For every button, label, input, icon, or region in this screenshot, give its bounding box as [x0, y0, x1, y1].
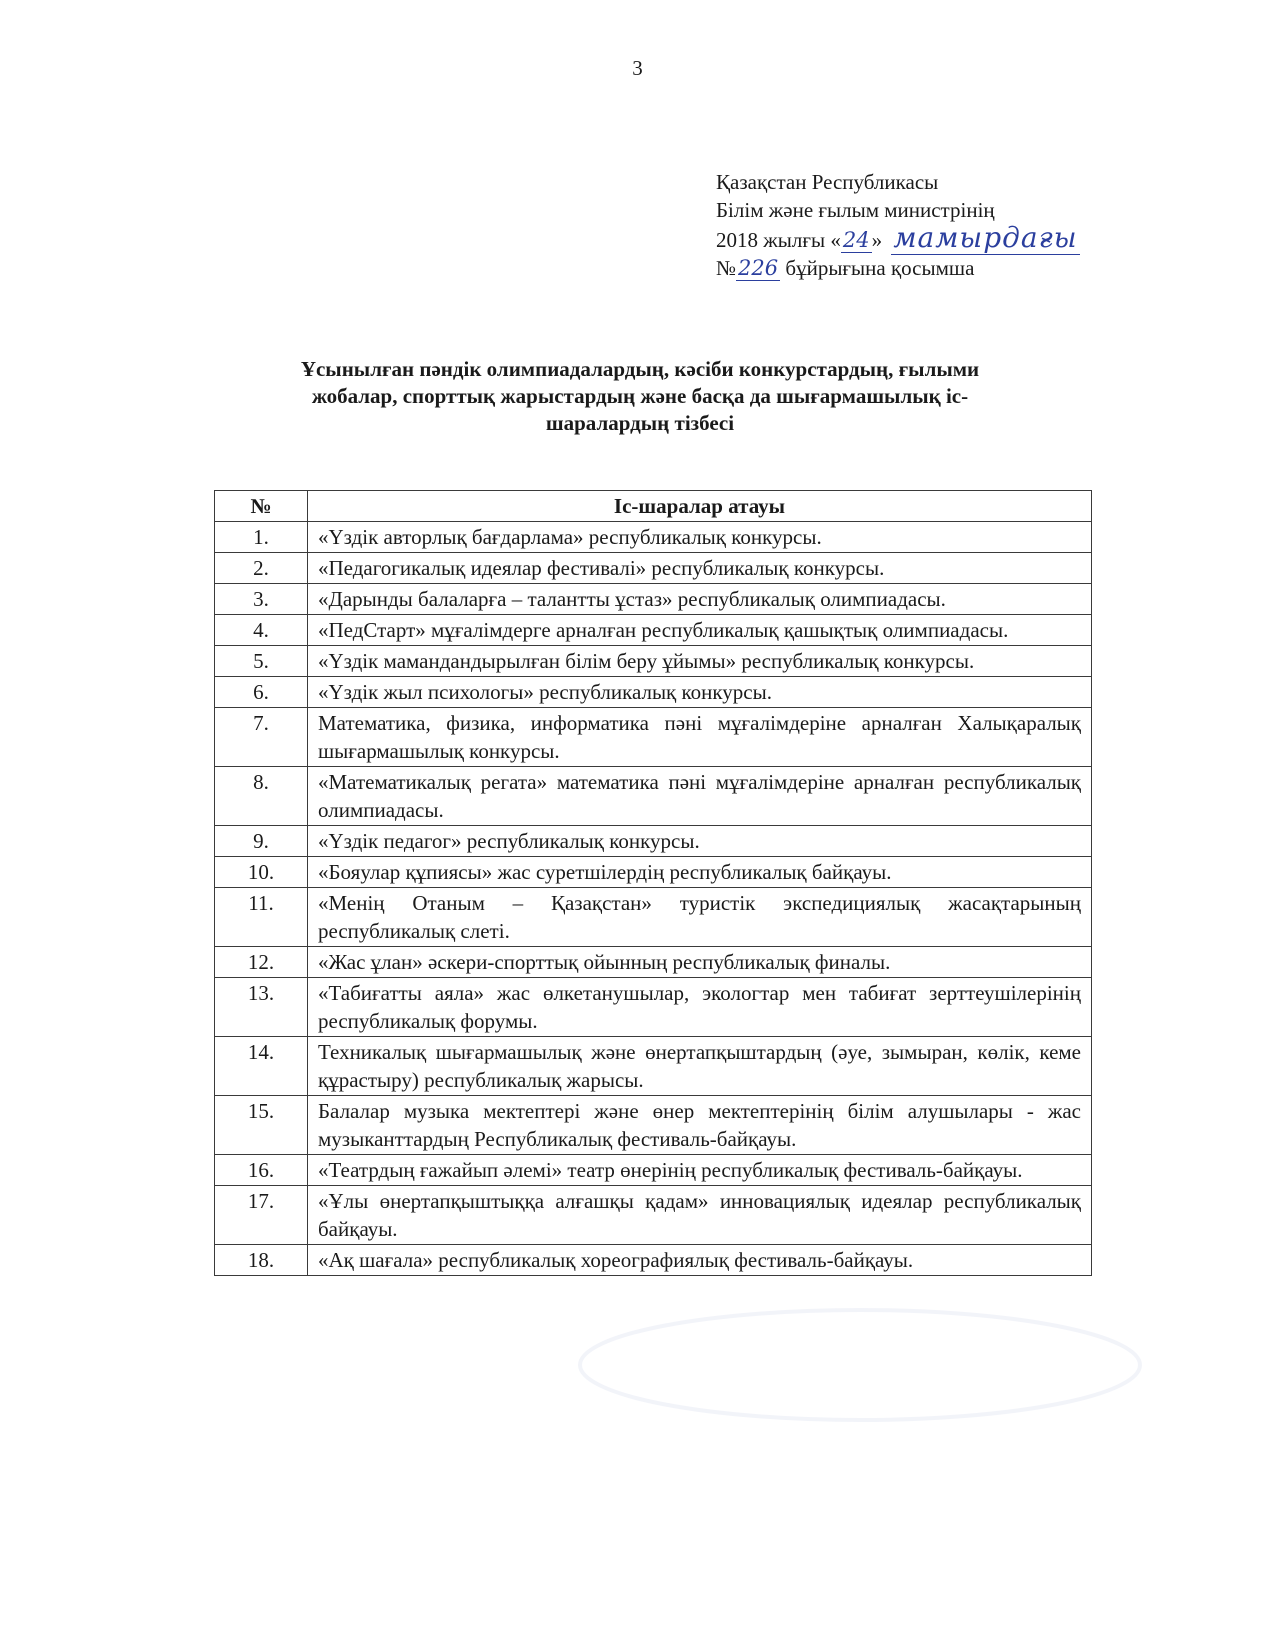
page-number: 3 — [632, 56, 643, 80]
row-number: 13. — [215, 978, 308, 1037]
row-event-name: «Табиғатты аяла» жас өлкетанушылар, экологтар мен табиғат зерттеушілерінің республикалық форумы. — [308, 978, 1092, 1037]
row-event-name: «Математикалық регата» математика пәні мұғалімдеріне арналған республикалық олимпиадасы. — [308, 767, 1092, 826]
row-number: 11. — [215, 888, 308, 947]
table-row — [215, 615, 1092, 646]
row-event-name: Техникалық шығармашылық және өнертапқыштардың (әуе, зымыран, көлік, кеме құрастыру) республикалық жарысы. — [308, 1037, 1092, 1096]
approval-date-prefix: 2018 жылғы « — [716, 228, 841, 252]
row-number: 9. — [215, 826, 308, 857]
row-event-name: «ПедСтарт» мұғалімдерге арналған республикалық қашықтық олимпиадасы. — [308, 615, 1092, 646]
approval-line-ministry: Білім және ғылым министрінің — [716, 198, 995, 222]
approval-order-suffix: бұйрығына қосымша — [785, 256, 975, 280]
approval-line-order — [716, 254, 1136, 282]
row-event-name: «Үздік мамандандырылған білім беру ұйымы» республикалық конкурсы. — [308, 646, 1092, 677]
faint-stamp-impression — [560, 1300, 1160, 1430]
row-event-name: «Педагогикалық идеялар фестивалі» республикалық конкурсы. — [308, 553, 1092, 584]
row-number: 14. — [215, 1037, 308, 1096]
row-event-name: «Жас ұлан» әскери-спорттық ойынның республикалық финалы. — [308, 947, 1092, 978]
row-event-name: «Бояулар құпиясы» жас суретшілердің республикалық байқауы. — [308, 857, 1092, 888]
row-number: 3. — [215, 584, 308, 615]
row-number: 5. — [215, 646, 308, 677]
table-row — [215, 978, 1092, 1037]
row-event-name: Балалар музыка мектептері және өнер мектептерінің білім алушылары - жас музыканттардың Республикалық фестиваль-байқауы. — [308, 1096, 1092, 1155]
row-number: 12. — [215, 947, 308, 978]
table-row — [215, 1186, 1092, 1245]
row-event-name: Математика, физика, информатика пәні мұғалімдеріне арналған Халықаралық шығармашылық конкурсы. — [308, 708, 1092, 767]
row-number: 1. — [215, 522, 308, 553]
row-number: 8. — [215, 767, 308, 826]
row-event-name: «Үздік жыл психологы» республикалық конкурсы. — [308, 677, 1092, 708]
table-header-row — [215, 491, 1092, 522]
approval-line-country: Қазақстан Республикасы — [716, 170, 939, 194]
row-number: 17. — [215, 1186, 308, 1245]
table-row — [215, 826, 1092, 857]
header-number: № — [215, 491, 308, 522]
row-number: 6. — [215, 677, 308, 708]
row-number: 4. — [215, 615, 308, 646]
approval-block — [716, 168, 1136, 282]
row-event-name: «Ұлы өнертапқыштыққа алғашқы қадам» инновациялық идеялар республикалық байқауы. — [308, 1186, 1092, 1245]
table-row — [215, 857, 1092, 888]
table-row — [215, 767, 1092, 826]
document-title-line-3: шаралардың тізбесі — [545, 411, 735, 435]
handwritten-day: 24 — [842, 228, 870, 252]
handwritten-order-number: 226 — [738, 256, 779, 280]
table-row — [215, 1155, 1092, 1186]
row-number: 16. — [215, 1155, 308, 1186]
row-event-name: «Театрдың ғажайып әлемі» театр өнерінің республикалық фестиваль-байқауы. — [308, 1155, 1092, 1186]
table-row — [215, 1245, 1092, 1276]
row-event-name: «Ақ шағала» республикалық хореографиялық фестиваль-байқауы. — [308, 1245, 1092, 1276]
row-number: 2. — [215, 553, 308, 584]
document-title-line-2: жобалар, спорттық жарыстардың және басқа да шығармашылық іс- — [311, 384, 969, 408]
row-number: 18. — [215, 1245, 308, 1276]
table-row — [215, 677, 1092, 708]
table-row — [215, 1096, 1092, 1155]
header-event-name: Іс-шаралар атауы — [308, 491, 1092, 522]
row-event-name: «Менің Отаным – Қазақстан» туристік экспедициялық жасақтарының республикалық слеті. — [308, 888, 1092, 947]
row-event-name: «Үздік авторлық бағдарлама» республикалық конкурсы. — [308, 522, 1092, 553]
row-event-name: «Үздік педагог» республикалық конкурсы. — [308, 826, 1092, 857]
row-event-name: «Дарынды балаларға – талантты ұстаз» республикалық олимпиадасы. — [308, 584, 1092, 615]
approval-date-suffix: » — [871, 228, 883, 252]
table-row — [215, 584, 1092, 615]
document-title — [240, 356, 1040, 437]
approval-order-prefix: № — [716, 256, 737, 280]
table-row — [215, 888, 1092, 947]
row-number: 10. — [215, 857, 308, 888]
table-row — [215, 947, 1092, 978]
row-number: 15. — [215, 1096, 308, 1155]
table-row — [215, 553, 1092, 584]
table-row — [215, 522, 1092, 553]
table-row — [215, 1037, 1092, 1096]
approval-line-date — [716, 221, 1136, 254]
events-table — [214, 490, 1092, 1276]
handwritten-month: мамырдағы — [893, 221, 1078, 254]
table-row — [215, 708, 1092, 767]
row-number: 7. — [215, 708, 308, 767]
document-title-line-1: Ұсынылған пәндік олимпиадалардың, кәсіби конкурстардың, ғылыми — [300, 357, 980, 381]
table-row — [215, 646, 1092, 677]
